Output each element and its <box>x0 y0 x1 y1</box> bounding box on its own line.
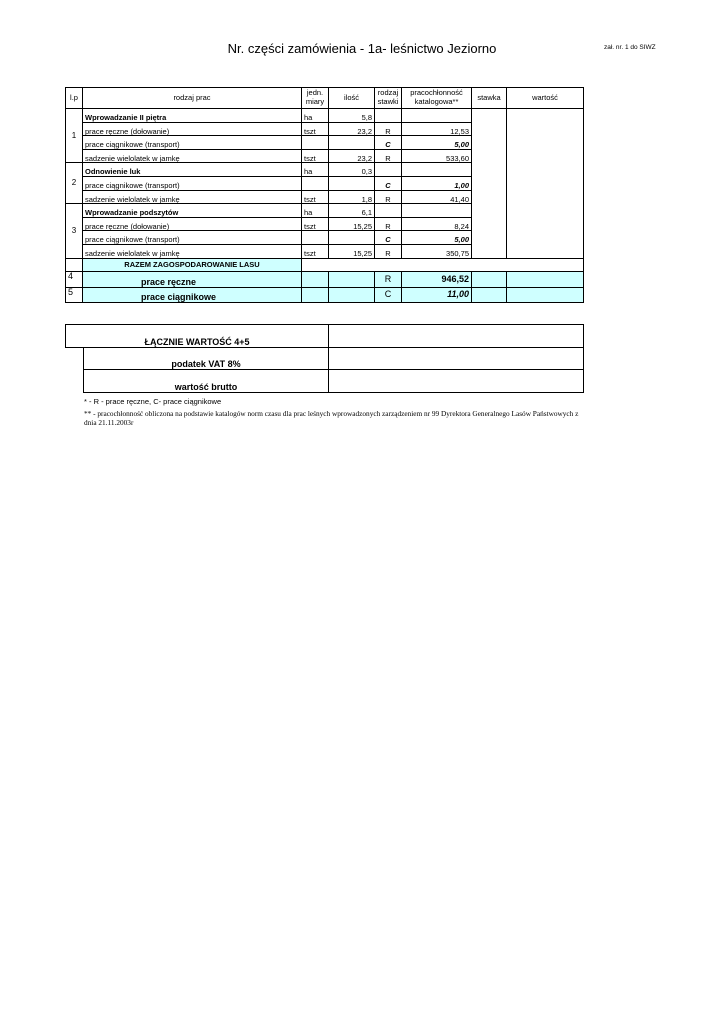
row-unit: tszt <box>302 217 329 231</box>
total-unit <box>302 287 329 303</box>
razem-lp-cell <box>66 258 83 272</box>
row-name: prace ręczne (dołowanie) <box>83 217 302 231</box>
row-qty: 23,2 <box>329 122 375 136</box>
summary-table <box>65 324 584 393</box>
row-rate-type <box>375 109 402 123</box>
row-labor: 12,53 <box>402 122 472 136</box>
summary-lacznie-value <box>329 325 584 348</box>
row-qty: 0,3 <box>329 163 375 177</box>
summary-row-vat <box>66 347 584 370</box>
group-lp: 3 <box>66 204 83 258</box>
row-rate-type: R <box>375 190 402 204</box>
row-name: prace ciągnikowe (transport) <box>83 176 302 190</box>
row-qty: 15,25 <box>329 244 375 258</box>
row-unit: tszt <box>302 244 329 258</box>
row-name: Odnowienie luk <box>83 163 302 177</box>
row-rate-type: R <box>375 149 402 163</box>
row-name: prace ciągnikowe (transport) <box>83 136 302 150</box>
razem-row <box>66 258 584 272</box>
document-title: Nr. części zamówienia - 1a- leśnictwo Jeziorno <box>227 41 497 56</box>
row-name: prace ręczne (dołowanie) <box>83 122 302 136</box>
row-unit: ha <box>302 163 329 177</box>
row-unit <box>302 231 329 245</box>
row-labor: 1,00 <box>402 176 472 190</box>
works-table <box>65 87 584 303</box>
row-unit: tszt <box>302 122 329 136</box>
total-row-tractor <box>66 287 584 303</box>
header-jedn-miary: jedn. miary <box>302 88 329 109</box>
row-unit: ha <box>302 109 329 123</box>
row-qty <box>329 176 375 190</box>
total-lp: 5 <box>66 287 83 303</box>
stawka-cell <box>472 109 507 259</box>
row-unit <box>302 136 329 150</box>
summary-gap <box>66 347 84 370</box>
total-label: prace ręczne <box>83 272 302 288</box>
row-name: Wprowadzanie podszytów <box>83 204 302 218</box>
summary-gap <box>66 370 84 393</box>
row-labor: 5,00 <box>402 231 472 245</box>
row-rate-type: R <box>375 244 402 258</box>
row-name: sadzenie wielolatek w jamkę <box>83 149 302 163</box>
row-qty: 1,8 <box>329 190 375 204</box>
row-name: sadzenie wielolatek w jamkę <box>83 190 302 204</box>
row-labor: 350,75 <box>402 244 472 258</box>
row-name: sadzenie wielolatek w jamkę <box>83 244 302 258</box>
footnote: ** - pracochłonność obliczona na podstawie katalogów norm czasu dla prac leśnych wprowadzonych zarządzeniem nr 99 Dyrektora Generalnego Lasów Państwowych z dnia 21.11.2003r <box>84 409 579 428</box>
row-labor: 5,00 <box>402 136 472 150</box>
header-wartosc: wartość <box>507 88 584 109</box>
row-qty: 6,1 <box>329 204 375 218</box>
total-wartosc <box>507 287 584 303</box>
total-labor: 11,00 <box>402 287 472 303</box>
total-rate-type: C <box>375 287 402 303</box>
row-rate-type: C <box>375 136 402 150</box>
row-name: prace ciągnikowe (transport) <box>83 231 302 245</box>
summary-brutto-label: wartość brutto <box>84 370 329 393</box>
row-unit: ha <box>302 204 329 218</box>
header-lp: l.p <box>66 88 83 109</box>
razem-empty <box>302 258 584 272</box>
row-unit: tszt <box>302 149 329 163</box>
row-labor: 533,60 <box>402 149 472 163</box>
row-qty <box>329 136 375 150</box>
row-qty: 23,2 <box>329 149 375 163</box>
row-labor <box>402 163 472 177</box>
summary-brutto-value <box>329 370 584 393</box>
header-pracochlonnosc: pracochłonność katalogowa** <box>402 88 472 109</box>
row-unit <box>302 176 329 190</box>
group-lp: 1 <box>66 109 83 163</box>
row-rate-type <box>375 204 402 218</box>
summary-vat-value <box>329 347 584 370</box>
group-lp: 2 <box>66 163 83 204</box>
total-lp: 4 <box>66 272 83 288</box>
row-labor <box>402 109 472 123</box>
row-rate-type: C <box>375 176 402 190</box>
total-labor: 946,52 <box>402 272 472 288</box>
row-rate-type: R <box>375 217 402 231</box>
summary-vat-label: podatek VAT 8% <box>84 347 329 370</box>
header-ilosc: ilość <box>329 88 375 109</box>
row-labor: 41,40 <box>402 190 472 204</box>
row-name: Wprowadzanie II piętra <box>83 109 302 123</box>
total-qty <box>329 272 375 288</box>
row-labor <box>402 204 472 218</box>
total-label: prace ciągnikowe <box>83 287 302 303</box>
total-row-manual <box>66 272 584 288</box>
total-wartosc <box>507 272 584 288</box>
total-rate-type: R <box>375 272 402 288</box>
row-qty: 15,25 <box>329 217 375 231</box>
row-rate-type: R <box>375 122 402 136</box>
row-qty <box>329 231 375 245</box>
razem-label: RAZEM ZAGOSPODAROWANIE LASU <box>83 258 302 272</box>
total-stawka <box>472 287 507 303</box>
summary-lacznie-label: ŁĄCZNIE WARTOŚĆ 4+5 <box>66 325 329 348</box>
header-rodzaj-prac: rodzaj prac <box>83 88 302 109</box>
legend-note: * - R - prace ręczne, C- prace ciągnikowe <box>84 397 222 406</box>
header-stawka: stawka <box>472 88 507 109</box>
row-labor: 8,24 <box>402 217 472 231</box>
summary-row-brutto <box>66 370 584 393</box>
row-rate-type <box>375 163 402 177</box>
header-rodzaj-stawki: rodzaj stawki <box>375 88 402 109</box>
header-row <box>66 88 584 109</box>
summary-row-lacznie <box>66 325 584 348</box>
table-row <box>66 109 584 123</box>
total-stawka <box>472 272 507 288</box>
total-unit <box>302 272 329 288</box>
wartosc-cell <box>507 109 584 259</box>
attachment-note: zał. nr. 1 do SIWZ <box>604 44 656 51</box>
row-qty: 5,8 <box>329 109 375 123</box>
total-qty <box>329 287 375 303</box>
row-rate-type: C <box>375 231 402 245</box>
row-unit: tszt <box>302 190 329 204</box>
